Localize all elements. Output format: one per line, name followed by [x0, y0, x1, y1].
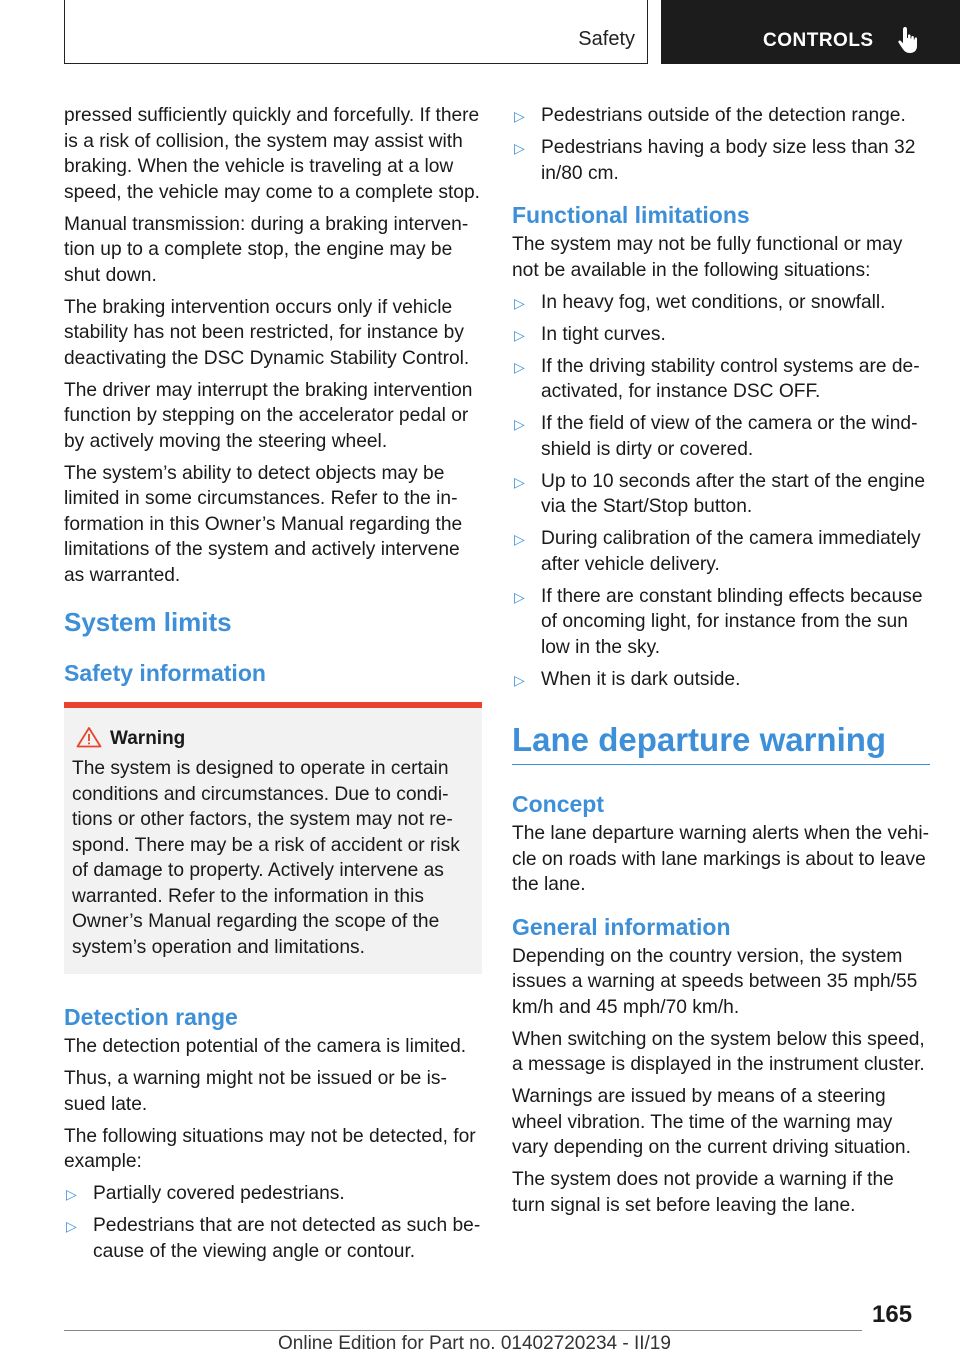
triangle-bullet-icon: ▷	[514, 140, 525, 156]
header-section-box	[64, 0, 648, 64]
heading-concept: Concept	[512, 791, 604, 817]
paragraph: The system does not provide a warning if the turn signal is set before leaving the lane.	[512, 1169, 894, 1216]
header-chapter-title: CONTROLS	[763, 30, 874, 51]
warning-triangle-icon	[76, 726, 102, 748]
triangle-bullet-icon: ▷	[514, 416, 525, 432]
paragraph: The detection potential of the camera is limited.	[64, 1036, 467, 1057]
paragraph: Warnings are issued by means of a steering wheel vibration. The time of the warning may vary depending on the current driving situation.	[512, 1086, 911, 1158]
list-item: ▷ Partially covered pedestrians.	[64, 1181, 482, 1207]
header-chapter-tab	[661, 0, 960, 64]
warning-box	[64, 702, 482, 974]
triangle-bullet-icon: ▷	[514, 108, 525, 124]
paragraph: The system may not be fully functional or may not be available in the following situations:	[512, 234, 903, 281]
header-section-title: Safety	[578, 28, 635, 50]
triangle-bullet-icon: ▷	[66, 1186, 77, 1202]
triangle-bullet-icon: ▷	[514, 671, 525, 688]
left-column	[64, 103, 482, 1271]
footer-edition: Online Edition for Part no. 01402720234 - II/19	[278, 1333, 671, 1354]
triangle-bullet-icon: ▷	[514, 294, 525, 311]
warning-title-row	[72, 726, 474, 752]
warning-title: Warning	[110, 728, 186, 749]
paragraph: The lane departure warning alerts when the vehicle on roads with lane markings is about to leave the lane.	[512, 823, 930, 895]
list-item: ▷ When it is dark outside.	[512, 667, 930, 693]
triangle-bullet-icon: ▷	[514, 531, 525, 547]
heading-safety-information: Safety information	[64, 660, 266, 686]
paragraph: The following situations may not be detected, for example:	[64, 1125, 476, 1172]
page-number: 165	[872, 1301, 913, 1328]
paragraph: Depending on the country version, the system issues a warning at speeds between 35 mph/55 km/h and 45 mph/70 km/h.	[512, 945, 918, 1018]
list-item: ▷ If there are constant blinding effects because of oncoming light, for instance from the sun low in the sky.	[514, 585, 923, 658]
right-column	[512, 103, 930, 1225]
list-item: ▷ Pedestrians that are not detected as such because of the viewing angle or contour.	[66, 1215, 481, 1262]
list-item: ▷ Pedestrians outside of the detection range.	[512, 103, 930, 129]
triangle-bullet-icon: ▷	[514, 358, 525, 375]
triangle-bullet-icon: ▷	[66, 1218, 77, 1234]
list-item: ▷ Up to 10 seconds after the start of the engine via the Start/Stop button.	[514, 470, 925, 517]
heading-detection-range: Detection range	[64, 1004, 238, 1030]
paragraph: When switching on the system below this speed, a message is displayed in the instrument cluster.	[512, 1028, 925, 1075]
list-item: ▷ If the field of view of the camera or the windshield is dirty or covered.	[514, 413, 918, 460]
heading-lane-departure-warning: Lane departure warning	[512, 720, 930, 765]
list-item: ▷ Pedestrians having a body size less than 32 in/80 cm.	[514, 137, 916, 184]
heading-general-information: General information	[512, 913, 731, 940]
triangle-bullet-icon: ▷	[514, 473, 525, 490]
triangle-bullet-icon: ▷	[514, 326, 525, 343]
paragraph: The driver may interrupt the braking intervention function by stepping on the accelerator pedal or by actively moving the steering wheel.	[64, 379, 473, 452]
list-item: ▷ In heavy fog, wet conditions, or snowfall.	[512, 290, 930, 316]
heading-functional-limitations: Functional limitations	[512, 202, 750, 228]
paragraph: Thus, a warning might not be issued or be issued late.	[64, 1068, 447, 1115]
footer-divider	[64, 1330, 862, 1331]
paragraph: Manual transmission: during a braking intervention up to a complete stop, the engine may be shut down.	[64, 213, 469, 286]
paragraph: The braking intervention occurs only if vehicle stability has not been restricted, for instance by deactivating the DSC Dynamic Stability Control.	[64, 296, 470, 369]
triangle-bullet-icon: ▷	[514, 588, 525, 605]
list-item: ▷ In tight curves.	[512, 322, 930, 348]
bullet-list	[64, 1181, 482, 1264]
list-item: ▷ If the driving stability control systems are deactivated, for instance DSC OFF.	[514, 355, 920, 402]
hand-pointer-icon	[897, 26, 919, 54]
list-item: ▷ During calibration of the camera immediately after vehicle delivery.	[514, 528, 921, 575]
paragraph: pressed sufficiently quickly and forcefully. If there is a risk of collision, the system may assist with braking. When the vehicle is traveling at a low speed, the vehicle may come to a complete stop.	[64, 105, 480, 203]
bullet-list	[512, 290, 930, 693]
warning-text: The system is designed to operate in certain conditions and circumstances. Due to conditions or other factors, the system may not respond. There may be a risk of accident or risk of damage to property. Actively intervene as warranted. Refer to the information in this Owner’s Manual regarding the scope of the system’s operation and limitations.	[72, 758, 460, 958]
paragraph: The system’s ability to detect objects may be limited in some circumstances. Refer to the information in this Owner’s Manual regarding the limitations of the system and actively intervene as warranted.	[64, 462, 463, 586]
heading-system-limits: System limits	[64, 607, 232, 637]
bullet-list	[512, 103, 930, 186]
